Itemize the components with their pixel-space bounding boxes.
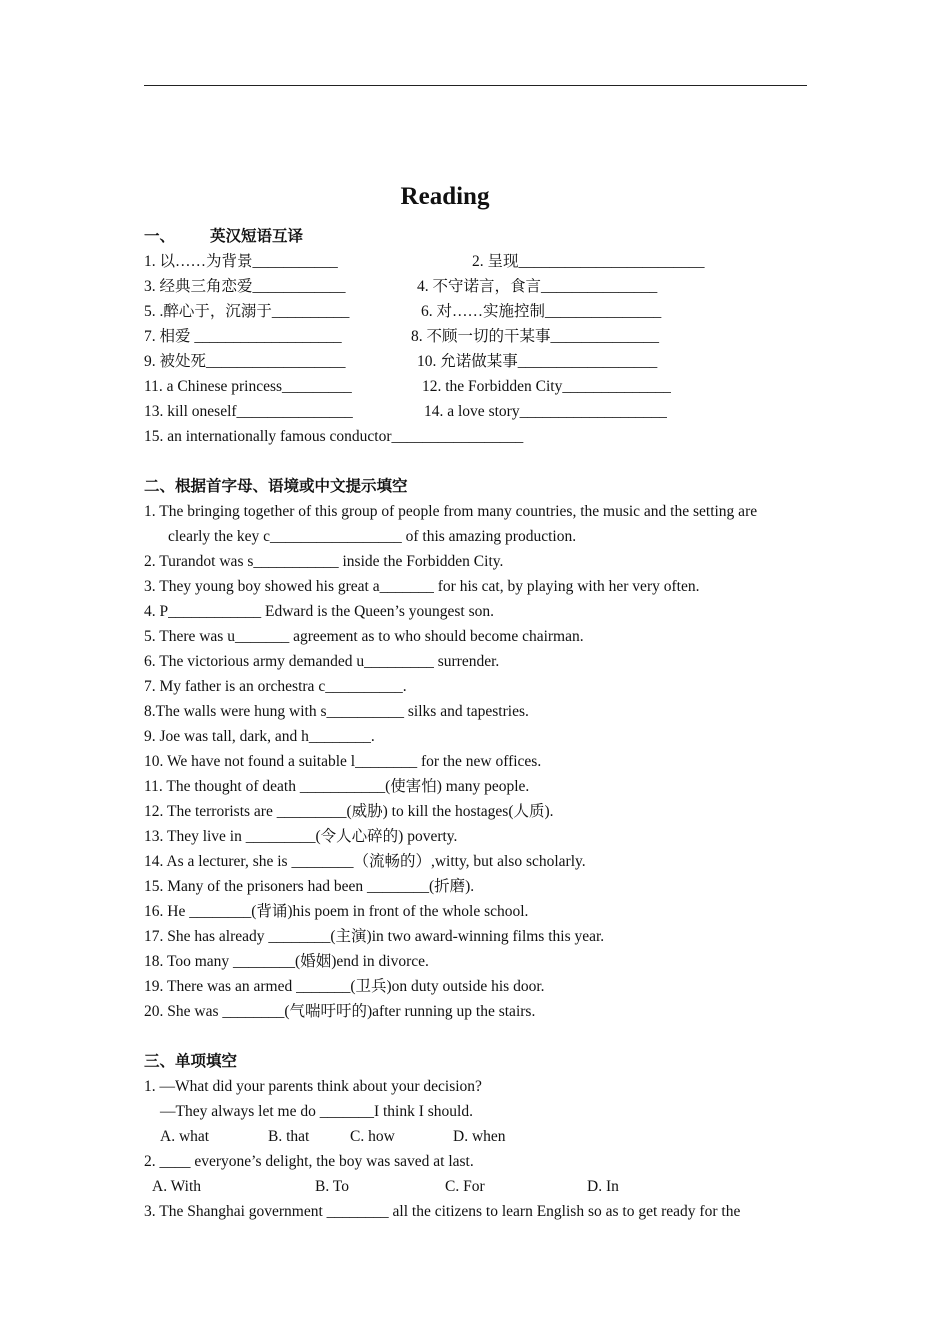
option-b: B. that [268, 1128, 310, 1145]
phrase-item: 3. 经典三角恋爱____________ [144, 278, 346, 295]
fill-item: 13. They live in _________(令人心碎的) poverty. [144, 828, 458, 845]
question-3-stem: 3. The Shanghai government ________ all the citizens to learn English so as to get ready for the [144, 1203, 741, 1220]
phrase-item: 8. 不顾一切的干某事______________ [411, 328, 660, 345]
phrase-item: 7. 相爱 ___________________ [144, 328, 342, 345]
section1-number: 一、 [144, 228, 176, 245]
option-d: D. when [453, 1128, 506, 1145]
fill-item: clearly the key c_________________ of this amazing production. [168, 528, 577, 545]
phrase-item: 10. 允诺做某事__________________ [417, 353, 658, 370]
section3-heading: 三、单项填空 [144, 1053, 238, 1070]
fill-item: 14. As a lecturer, she is ________（流畅的）,witty, but also scholarly. [144, 853, 586, 870]
phrase-item: 12. the Forbidden City______________ [422, 378, 671, 395]
phrase-item: 9. 被处死__________________ [144, 353, 346, 370]
phrase-item: 5. .醉心于，沉溺于__________ [144, 303, 350, 320]
fill-item: 3. They young boy showed his great a_______ for his cat, by playing with her very often. [144, 578, 700, 595]
fill-item: 9. Joe was tall, dark, and h________. [144, 728, 375, 745]
phrase-item: 6. 对……实施控制_______________ [421, 303, 662, 320]
header-rule [144, 85, 807, 86]
fill-item: 8.The walls were hung with s__________ silks and tapestries. [144, 703, 529, 720]
fill-item: 17. She has already ________(主演)in two award-winning films this year. [144, 928, 605, 945]
phrase-item: 4. 不守诺言，食言_______________ [417, 278, 658, 295]
fill-item: 4. P____________ Edward is the Queen’s youngest son. [144, 603, 495, 620]
option-c: C. For [445, 1178, 485, 1195]
question-1-stem: 1. —What did your parents think about your decision? [144, 1078, 482, 1095]
fill-item: 6. The victorious army demanded u_________ surrender. [144, 653, 500, 670]
question-1-response: —They always let me do _______I think I should. [160, 1103, 473, 1120]
option-a: A. With [152, 1178, 202, 1195]
phrase-item: 1. 以……为背景___________ [144, 253, 338, 270]
phrase-item: 11. a Chinese princess_________ [144, 378, 352, 395]
fill-item: 15. Many of the prisoners had been ________(折磨). [144, 878, 475, 895]
phrase-item: 14. a love story___________________ [424, 403, 667, 420]
fill-item: 12. The terrorists are _________(威胁) to kill the hostages(人质). [144, 803, 554, 820]
section2-heading: 二、根据首字母、语境或中文提示填空 [144, 478, 408, 495]
phrase-item: 15. an internationally famous conductor_________________ [144, 428, 524, 445]
option-d: D. In [587, 1178, 619, 1195]
fill-item: 7. My father is an orchestra c__________. [144, 678, 407, 695]
fill-item: 19. There was an armed _______(卫兵)on duty outside his door. [144, 978, 545, 995]
fill-item: 11. The thought of death ___________(使害怕) many people. [144, 778, 530, 795]
option-a: A. what [160, 1128, 210, 1145]
phrase-item: 2. 呈现________________________ [472, 253, 705, 270]
fill-item: 16. He ________(背诵)his poem in front of the whole school. [144, 903, 529, 920]
section1-heading: 英汉短语互译 [210, 228, 304, 245]
fill-item: 1. The bringing together of this group of people from many countries, the music and the setting are [144, 503, 758, 520]
phrase-item: 13. kill oneself_______________ [144, 403, 353, 420]
question-2-stem: 2. ____ everyone’s delight, the boy was saved at last. [144, 1153, 474, 1170]
fill-item: 2. Turandot was s___________ inside the Forbidden City. [144, 553, 504, 570]
option-b: B. To [315, 1178, 349, 1195]
option-c: C. how [350, 1128, 395, 1145]
fill-item: 18. Too many ________(婚姻)end in divorce. [144, 953, 429, 970]
page-title: Reading [400, 183, 490, 210]
fill-item: 5. There was u_______ agreement as to who should become chairman. [144, 628, 584, 645]
fill-item: 20. She was ________(气喘吁吁的)after running up the stairs. [144, 1003, 536, 1020]
fill-item: 10. We have not found a suitable l________ for the new offices. [144, 753, 542, 770]
